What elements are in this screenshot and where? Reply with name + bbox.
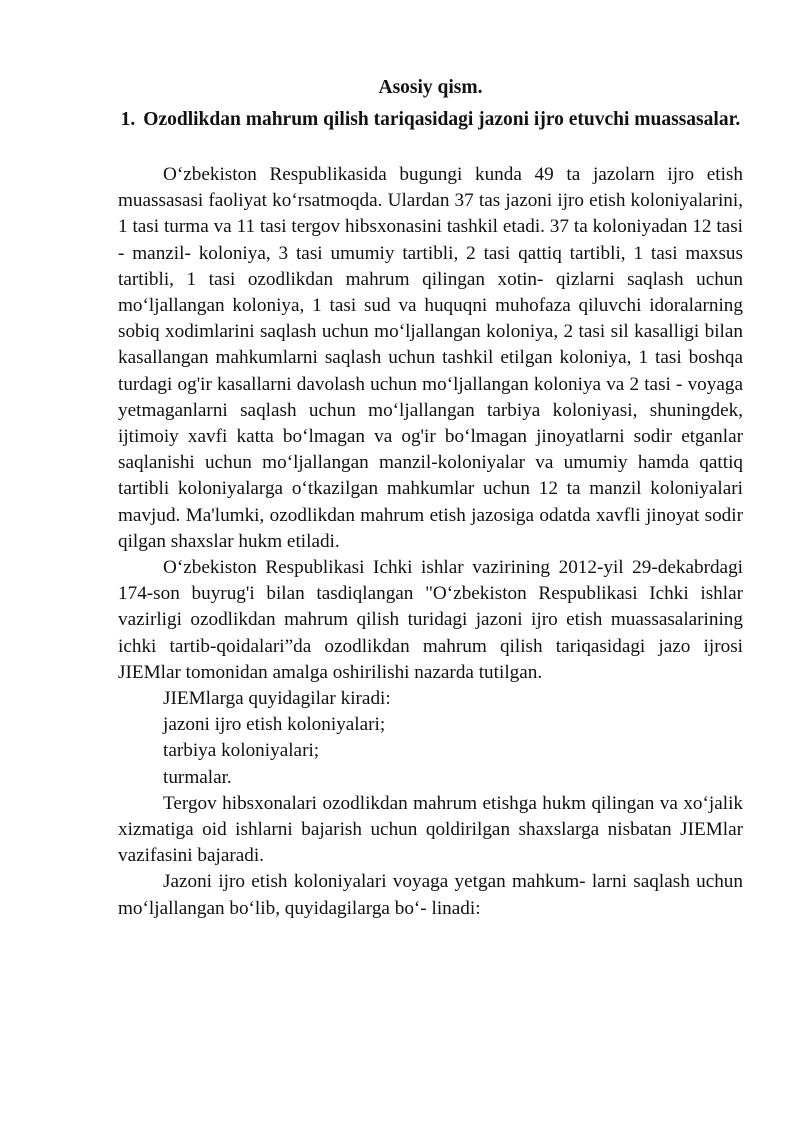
- document-page: [118, 74, 743, 922]
- paragraph-colonies-division: Jazoni ijro etish koloniyalari voyaga yetgan mahkum- larni saqlash uchun mo‘ljallangan bo‘lib, quyidagilarga bo‘- linadi:: [118, 871, 743, 919]
- main-title: Asosiy qism.: [378, 77, 483, 98]
- paragraph-institutions-count: O‘zbekiston Respublikasida bugungi kunda 49 ta jazolarn ijro etish muassasasi faoliyat ko‘rsatmoqda. Ulardan 37 tas jazoni ijro etish koloniyalarini, 1 tasi turma va 11 tasi tergov hibsxonasini tashkil etadi. 37 ta koloniyadan 12 tasi - manzil- koloniya, 3 tasi umumiy tartibli, 2 tasi qattiq tartibli, 1 tasi maxsus tartibli, 1 tasi ozodlikdan mahrum qilingan xotin- qizlarni saqlash uchun mo‘ljallangan koloniya, 1 tasi sud va huquqni muhofaza qiluvchi idoralarning sobiq xodimlarini saqlash uchun mo‘ljallangan koloniya, 2 tasi sil kasalligi bilan kasallangan mahkumlarni saqlash uchun tashkil etilgan koloniya, 1 tasi boshqa turdagi og'ir kasallarni davolash uchun mo‘ljallangan koloniya va 2 tasi - voyaga yetmaganlarni saqlash uchun mo‘ljallangan tarbiya koloniyasi, shuningdek, ijtimoiy xavfi katta bo‘lmagan va og'ir bo‘lmagan jinoyatlarni sodir etganlar saqlanishi uchun mo‘ljallangan manzil-koloniyalar va umumiy hamda qattiq tartibli koloniyalarga o‘tkazilgan mahkumlar uchun 12 ta manzil koloniyalari mavjud. Ma'lumki, ozodlikdan mahrum etish jazosiga odatda xavfli jinoyat sodir qilgan shaxslar hukm etiladi.: [118, 164, 743, 552]
- section-number: 1.: [120, 109, 136, 130]
- list-item: turmalar.: [163, 766, 232, 788]
- list-item: jazoni ijro etish koloniyalari;: [163, 714, 386, 736]
- paragraph-detention-centers: Tergov hibsxonalari ozodlikdan mahrum etishga hukm qilingan va xo‘jalik xizmatiga oid ishlarni bajarish uchun qoldirilgan shaxslarga nisbatan JIEMlar vazifasini bajaradi.: [118, 792, 743, 867]
- paragraph-ministry-order: O‘zbekiston Respublikasi Ichki ishlar vazirining 2012-yil 29-dekabrdagi 174-son buyrug'i bilan tasdiqlangan "O‘zbekiston Respublikasi Ichki ishlar vazirligi ozodlikdan mahrum qilish turidagi jazoni ijro etish muassasalarining ichki tartib-qoidalari”da ozodlikdan mahrum qilish tariqasidagi jazo ijrosi JIEMlar tomonidan amalga oshirilishi nazarda tutilgan.: [118, 557, 743, 683]
- section-title-text: Ozodlikdan mahrum qilish tariqasidagi jazoni ijro etuvchi muassasalar.: [143, 109, 741, 130]
- list-item: tarbiya koloniyalari;: [163, 740, 320, 762]
- section-title: [118, 106, 743, 134]
- list-intro: JIEMlarga quyidagilar kiradi:: [163, 688, 391, 710]
